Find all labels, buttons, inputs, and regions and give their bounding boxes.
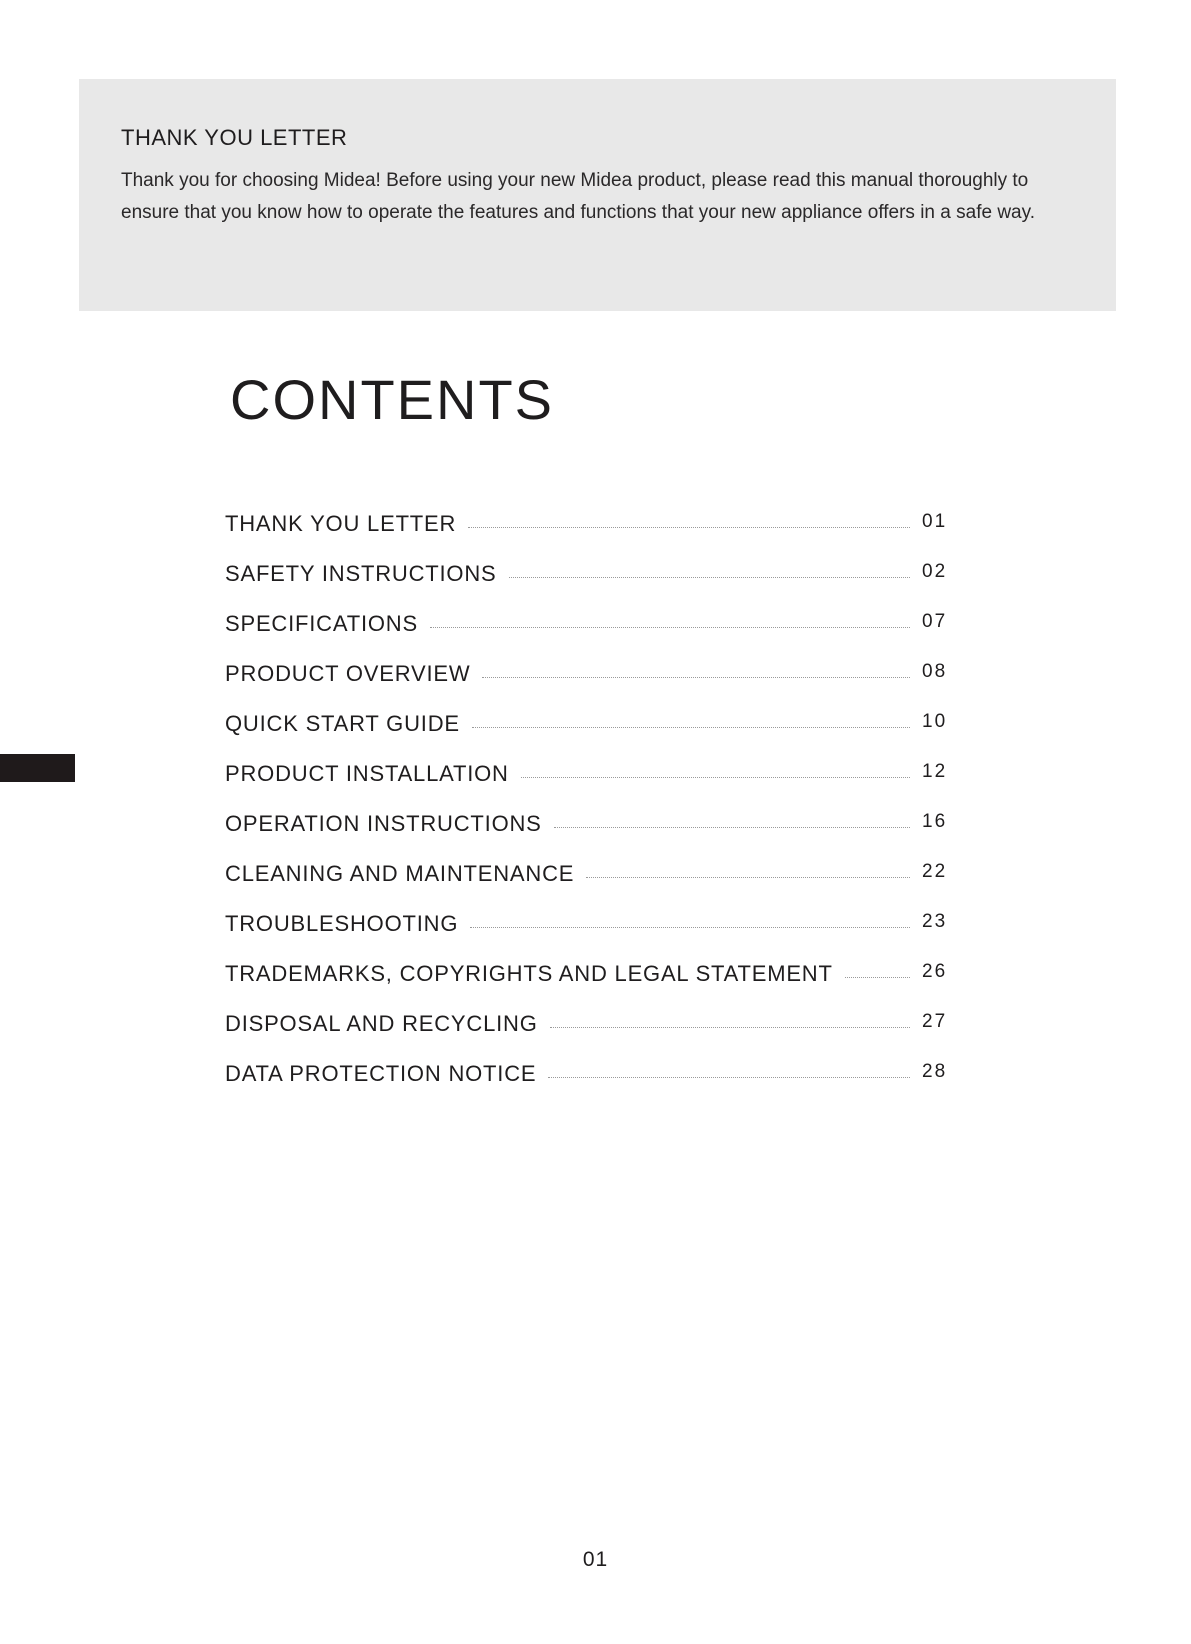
toc-entry-data-protection-notice[interactable] [225,1037,960,1087]
toc-dot-leader [548,1076,910,1078]
toc-entry-label: CLEANING AND MAINTENANCE [225,861,575,886]
contents-title: CONTENTS [230,368,554,431]
toc-dot-leader [521,776,910,778]
toc-entry-thank-you-letter[interactable] [225,487,960,537]
toc-dot-leader [586,876,910,878]
toc-dot-leader [468,526,910,528]
toc-entry-troubleshooting[interactable] [225,887,960,937]
toc-entry-disposal-and-recycling[interactable] [225,987,960,1037]
toc-entry-operation-instructions[interactable] [225,787,960,837]
toc-entry-page: 10 [922,711,948,732]
toc-dot-leader [430,626,910,628]
table-of-contents [225,487,960,1087]
toc-entry-trademarks-legal[interactable] [225,937,960,987]
toc-entry-page: 01 [922,511,948,532]
toc-entry-page: 22 [922,861,948,882]
toc-dot-leader [554,826,910,828]
letter-body: Thank you for choosing Midea! Before using your new Midea product, please read this manual thoroughly to ensure that you know how to operate the features and functions that your new appliance offers in a safe way. [121,170,1035,223]
letter-title: THANK YOU LETTER [121,125,348,150]
toc-entry-page: 12 [922,761,948,782]
toc-dot-leader [509,576,911,578]
toc-entry-cleaning-and-maintenance[interactable] [225,837,960,887]
toc-dot-leader [550,1026,910,1028]
toc-entry-page: 07 [922,611,948,632]
toc-entry-label: OPERATION INSTRUCTIONS [225,811,542,836]
toc-entry-label: SPECIFICATIONS [225,611,418,636]
toc-entry-product-overview[interactable] [225,637,960,687]
toc-entry-page: 28 [922,1061,948,1082]
toc-entry-quick-start-guide[interactable] [225,687,960,737]
toc-entry-page: 27 [922,1011,948,1032]
section-side-tab [0,754,75,782]
toc-dot-leader [472,726,910,728]
toc-entry-page: 16 [922,811,948,832]
toc-entry-label: TRADEMARKS, COPYRIGHTS AND LEGAL STATEMENT [225,961,833,986]
toc-entry-label: THANK YOU LETTER [225,511,457,536]
toc-entry-label: SAFETY INSTRUCTIONS [225,561,497,586]
toc-dot-leader [482,676,910,678]
toc-dot-leader [845,976,910,978]
thank-you-letter-box [79,79,1116,311]
toc-entry-specifications[interactable] [225,587,960,637]
toc-entry-label: DISPOSAL AND RECYCLING [225,1011,538,1036]
toc-entry-label: PRODUCT INSTALLATION [225,761,509,786]
toc-entry-product-installation[interactable] [225,737,960,787]
toc-entry-page: 02 [922,561,948,582]
toc-entry-page: 26 [922,961,948,982]
toc-dot-leader [470,926,910,928]
page-number: 01 [582,1548,609,1571]
toc-entry-safety-instructions[interactable] [225,537,960,587]
toc-entry-label: TROUBLESHOOTING [225,911,459,936]
toc-entry-page: 08 [922,661,948,682]
toc-entry-label: PRODUCT OVERVIEW [225,661,471,686]
toc-entry-page: 23 [922,911,948,932]
toc-entry-label: DATA PROTECTION NOTICE [225,1061,537,1086]
toc-entry-label: QUICK START GUIDE [225,711,460,736]
